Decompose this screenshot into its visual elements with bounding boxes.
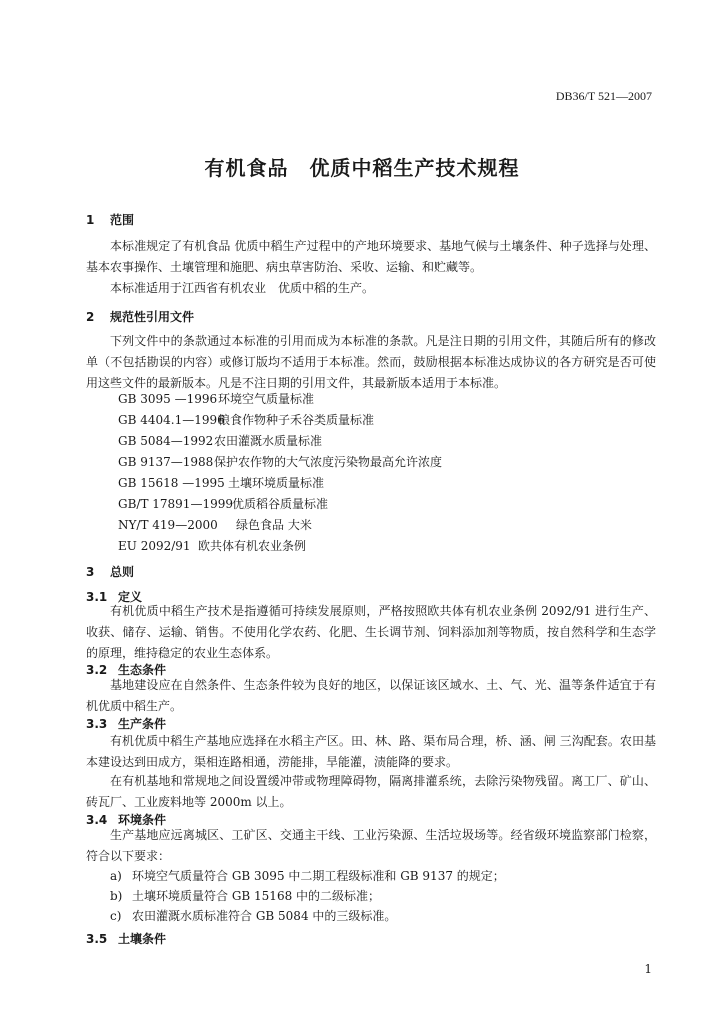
reference-item <box>118 410 374 431</box>
reference-code: GB 5084—1992 <box>118 434 214 448</box>
list-marker: a) <box>110 869 122 883</box>
subsection-title: 生产条件 <box>118 717 167 731</box>
list-item <box>110 866 505 887</box>
section-title: 总则 <box>110 565 135 579</box>
section-3-heading <box>86 563 134 580</box>
reference-code: GB 9137—1988 <box>118 455 214 469</box>
subsection-3-1-text: 有机优质中稻生产技术是指遵循可持续发展原则，严格按照欧共体有机农业条例 2092/91 进行生产、收获、储存、运输、销售。不使用化学农药、化肥、生长调节剂、饲料添加剂等物质，按自然科学和生态学的原理，维持稳定的农业生态体系。 <box>86 604 656 660</box>
subsection-title: 生态条件 <box>118 663 167 677</box>
subsection-title: 土壤条件 <box>118 932 167 946</box>
reference-item <box>118 452 442 473</box>
page-title: 有机食品 优质中稻生产技术规程 <box>204 156 520 180</box>
reference-code: GB 15618 —1995 <box>118 476 225 490</box>
subsection-3-2-text: 基地建设应在自然条件、生态条件较为良好的地区，以保证该区域水、土、气、光、温等条件适宜于有机优质中稻生产。 <box>86 678 656 713</box>
subsection-number: 3.3 <box>86 717 108 731</box>
reference-code: GB 4404.1—1996 <box>118 413 225 427</box>
reference-name: 优质稻谷质量标准 <box>232 497 329 511</box>
subsection-title: 环境条件 <box>118 813 167 827</box>
section-number: 2 <box>86 310 95 324</box>
section-title: 规范性引用文件 <box>110 310 195 324</box>
standard-code: DB36/T 521—2007 <box>555 89 652 103</box>
section-2-intro: 下列文件中的条款通过本标准的引用而成为本标准的条款。凡是注日期的引用文件，其随后所有的修改单（不包括勘误的内容）或修订版均不适用于本标准。然而，鼓励根据本标准达成协议的各方研究是否可使用这些文件的最新版本。凡是不注日期的引用文件，其最新版本适用于本标准。 <box>86 334 656 390</box>
reference-item <box>118 515 312 536</box>
subsection-title: 定义 <box>118 590 143 604</box>
reference-item <box>118 389 314 410</box>
list-item <box>110 906 396 927</box>
reference-name: 土壤环境质量标准 <box>228 476 325 490</box>
section-1-heading <box>86 211 134 228</box>
section-number: 1 <box>86 213 95 227</box>
reference-name: 保护农作物的大气浓度污染物最高允许浓度 <box>214 455 443 469</box>
subsection-number: 3.5 <box>86 932 108 946</box>
reference-code: NY/T 419—2000 <box>118 518 218 532</box>
list-text: 土壤环境质量符合 GB 15168 中的二级标准； <box>132 889 381 903</box>
reference-name: 粮食作物种子禾谷类质量标准 <box>218 413 375 427</box>
subsection-3-4-text: 生产基地应远离城区、工矿区、交通主干线、工业污染源、生活垃圾场等。经省级环境监察部门检察，符合以下要求： <box>86 828 656 863</box>
reference-item <box>118 536 306 557</box>
reference-code: GB 3095 —1996 <box>118 392 218 406</box>
section-number: 3 <box>86 565 95 579</box>
reference-code: EU 2092/91 <box>118 539 191 553</box>
subsection-number: 3.1 <box>86 590 108 604</box>
reference-item <box>118 431 322 452</box>
subsection-number: 3.2 <box>86 663 108 677</box>
list-item <box>110 886 380 907</box>
reference-code: GB/T 17891—1999 <box>118 497 233 511</box>
subsection-3-3-text-2: 在有机基地和常规地之间设置缓冲带或物理障碍物，隔离排灌系统，去除污染物残留。离工厂、矿山、砖瓦厂、工业废料地等 2000m 以上。 <box>86 774 656 809</box>
subsection-3-3-text-1: 有机优质中稻生产基地应选择在水稻主产区。田、林、路、渠布局合理，桥、涵、闸 三沟配套。农田基本建设达到田成方，渠相连路相通，涝能排，旱能灌，渍能降的要求。 <box>86 734 656 769</box>
section-1-paragraph-1: 本标准规定了有机食品 优质中稻生产过程中的产地环境要求、基地气候与土壤条件、种子选择与处理、基本农事操作、土壤管理和施肥、病虫草害防治、采收、运输、和贮藏等。 <box>86 239 656 274</box>
list-text: 环境空气质量符合 GB 3095 中二期工程级标准和 GB 9137 的规定； <box>132 869 505 883</box>
subsection-3-5-heading <box>86 930 166 947</box>
list-marker: c) <box>110 909 122 923</box>
reference-item <box>118 494 328 515</box>
section-1-paragraph-2: 本标准适用于江西省有机农业 优质中稻的生产。 <box>110 281 375 295</box>
section-2-heading <box>86 308 194 325</box>
reference-name: 环境空气质量标准 <box>218 392 315 406</box>
page-number: 1 <box>644 962 652 976</box>
reference-name: 欧共体有机农业条例 <box>198 539 307 553</box>
list-marker: b) <box>110 889 123 903</box>
reference-name: 农田灌溉水质量标准 <box>214 434 323 448</box>
section-title: 范围 <box>110 213 135 227</box>
subsection-3-3-heading <box>86 715 166 732</box>
subsection-number: 3.4 <box>86 813 108 827</box>
list-text: 农田灌溉水质标准符合 GB 5084 中的三级标准。 <box>132 909 397 923</box>
reference-item <box>118 473 324 494</box>
reference-name: 绿色食品 大米 <box>236 518 312 532</box>
